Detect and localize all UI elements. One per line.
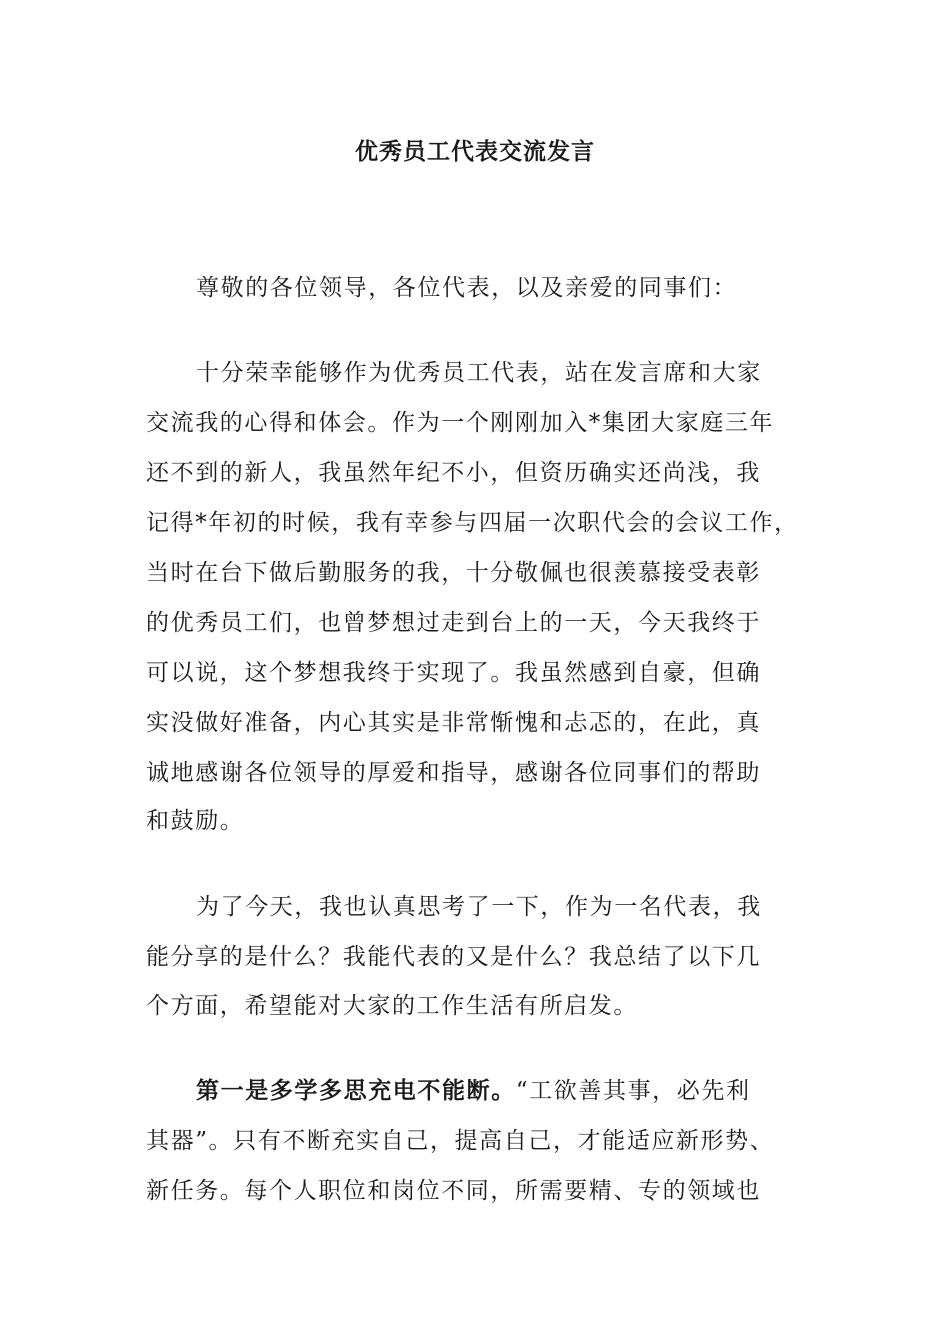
paragraph-3-first-line (196, 1071, 751, 1111)
paragraph-3-heading: 第一是多学多思充电不能断。 (196, 1077, 516, 1104)
paragraph-1-line: 记得*年初的时候，我有幸参与四届一次职代会的会议工作， (146, 510, 799, 536)
paragraph-1-line: 诚地感谢各位领导的厚爱和指导，感谢各位同事们的帮助 (146, 760, 761, 786)
greeting: 尊敬的各位领导，各位代表，以及亲爱的同事们： (196, 275, 738, 301)
paragraph-2-line: 为了今天，我也认真思考了一下，作为一名代表，我 (196, 894, 762, 920)
paragraph-1-line: 和鼓励。 (146, 808, 245, 834)
paragraph-1-line: 可以说，这个梦想我终于实现了。我虽然感到自豪，但确 (146, 660, 761, 686)
paragraph-2-line: 个方面，希望能对大家的工作生活有所启发。 (146, 993, 638, 1019)
paragraph-2-line: 能分享的是什么？我能代表的又是什么？我总结了以下几 (146, 944, 761, 970)
paragraph-3-first-rest: “工欲善其事，必先利 (515, 1078, 751, 1104)
paragraph-1-line: 的优秀员工们，也曾梦想过走到台上的一天，今天我终于 (146, 610, 761, 636)
paragraph-3-line: 其器”。只有不断充实自己，提高自己，才能适应新形势、 (146, 1128, 775, 1154)
paragraph-1-line: 实没做好准备，内心其实是非常惭愧和忐忑的，在此，真 (146, 710, 761, 736)
paragraph-1-line: 当时在台下做后勤服务的我，十分敬佩也很羡慕接受表彰 (146, 560, 761, 586)
paragraph-1-line: 交流我的心得和体会。作为一个刚刚加入*集团大家庭三年 (146, 410, 775, 436)
paragraph-1-line: 还不到的新人，我虽然年纪不小，但资历确实还尚浅，我 (146, 460, 761, 486)
paragraph-3-line: 新任务。每个人职位和岗位不同，所需要精、专的领域也 (146, 1178, 761, 1204)
document-title: 优秀员工代表交流发言 (355, 138, 595, 165)
paragraph-1-line: 十分荣幸能够作为优秀员工代表，站在发言席和大家 (196, 360, 762, 386)
